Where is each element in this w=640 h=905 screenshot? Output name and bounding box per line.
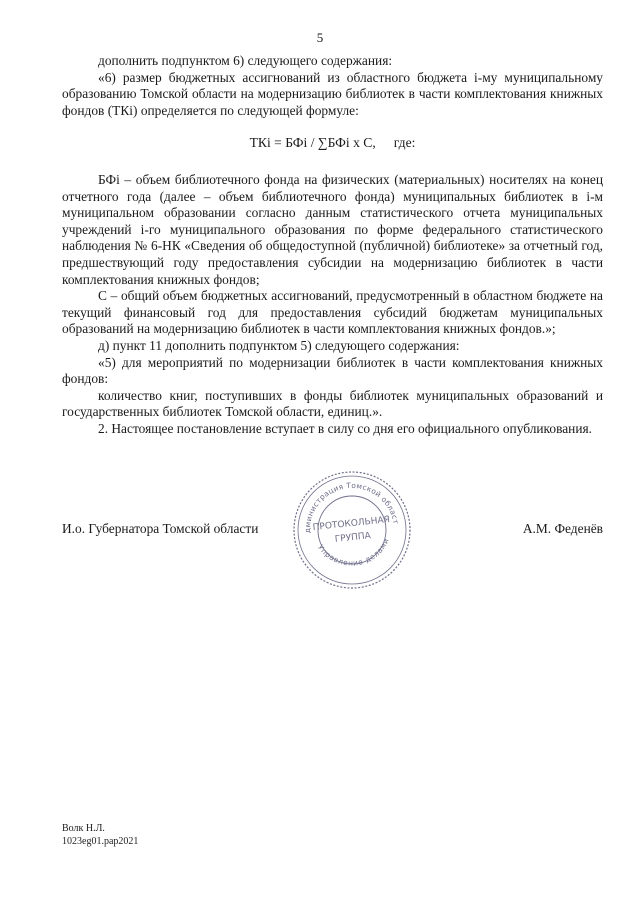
document-body: [62, 53, 603, 437]
paragraph: БФi – объем библиотечного фонда на физических (материальных) носителях на конец отчетного года (далее – объем библиотечного фонда) муниципальных библиотек в i-м муниципальном образовании согласно данным статистического отчета муниципальных учреждений i-го муниципального образования по форме федерального статистического наблюдения № 6-НК «Сведения об общедоступной (публичной) библиотеке» за отчетный год, предшествующий году предоставления субсидии на модернизацию библиотек в части комплектования книжных фондов;: [62, 171, 603, 287]
footer-file: 1023eg01.pap2021: [62, 836, 139, 847]
stamp-outer-top-text: Администрация Томской области: [302, 480, 401, 534]
stamp-seal: [290, 468, 414, 592]
stamp-center-line2: ГРУППА: [334, 531, 372, 545]
paragraph: «6) размер бюджетных ассигнований из областного бюджета i-му муниципальному образованию Томской области на модернизацию библиотек в части комплектования книжных фондов (ТКi) определяется по следующей формуле:: [62, 69, 603, 118]
formula-suffix: где:: [393, 135, 416, 151]
paragraph: С – общий объем бюджетных ассигнований, предусмотренный в областном бюджете на текущий финансовый год для предоставления субсидий бюджетам муниципальных образований на модернизацию библиотек в части комплектования книжных фондов.»;: [62, 288, 603, 337]
official-stamp: [290, 468, 414, 592]
stamp-center-line1: ПРОТОКОЛЬНАЯ: [312, 515, 391, 534]
paragraph: дополнить подпунктом 6) следующего содержания:: [98, 53, 393, 68]
formula-expression: ТКi = БФi / ∑БФi x С,: [249, 135, 376, 151]
paragraph: количество книг, поступивших в фонды библиотек муниципальных образований и государственных библиотек Томской области, единиц.».: [62, 387, 603, 420]
footer-author: Волк Н.Л.: [62, 823, 105, 834]
page-number: 5: [316, 30, 324, 45]
paragraph: д) пункт 11 дополнить подпунктом 5) следующего содержания:: [98, 337, 460, 353]
paragraph: «5) для мероприятий по модернизации библиотек в части комплектования книжных фондов:: [62, 354, 603, 387]
formula: [62, 135, 603, 152]
stamp-outer-bottom-text: Управление делами: [316, 536, 391, 568]
signatory-name: А.М. Феденёв: [522, 521, 603, 536]
document-footer: [62, 822, 138, 848]
paragraph: 2. Настоящее постановление вступает в силу со дня его официального опубликования.: [98, 420, 592, 436]
signatory-position: И.о. Губернатора Томской области: [62, 521, 259, 536]
